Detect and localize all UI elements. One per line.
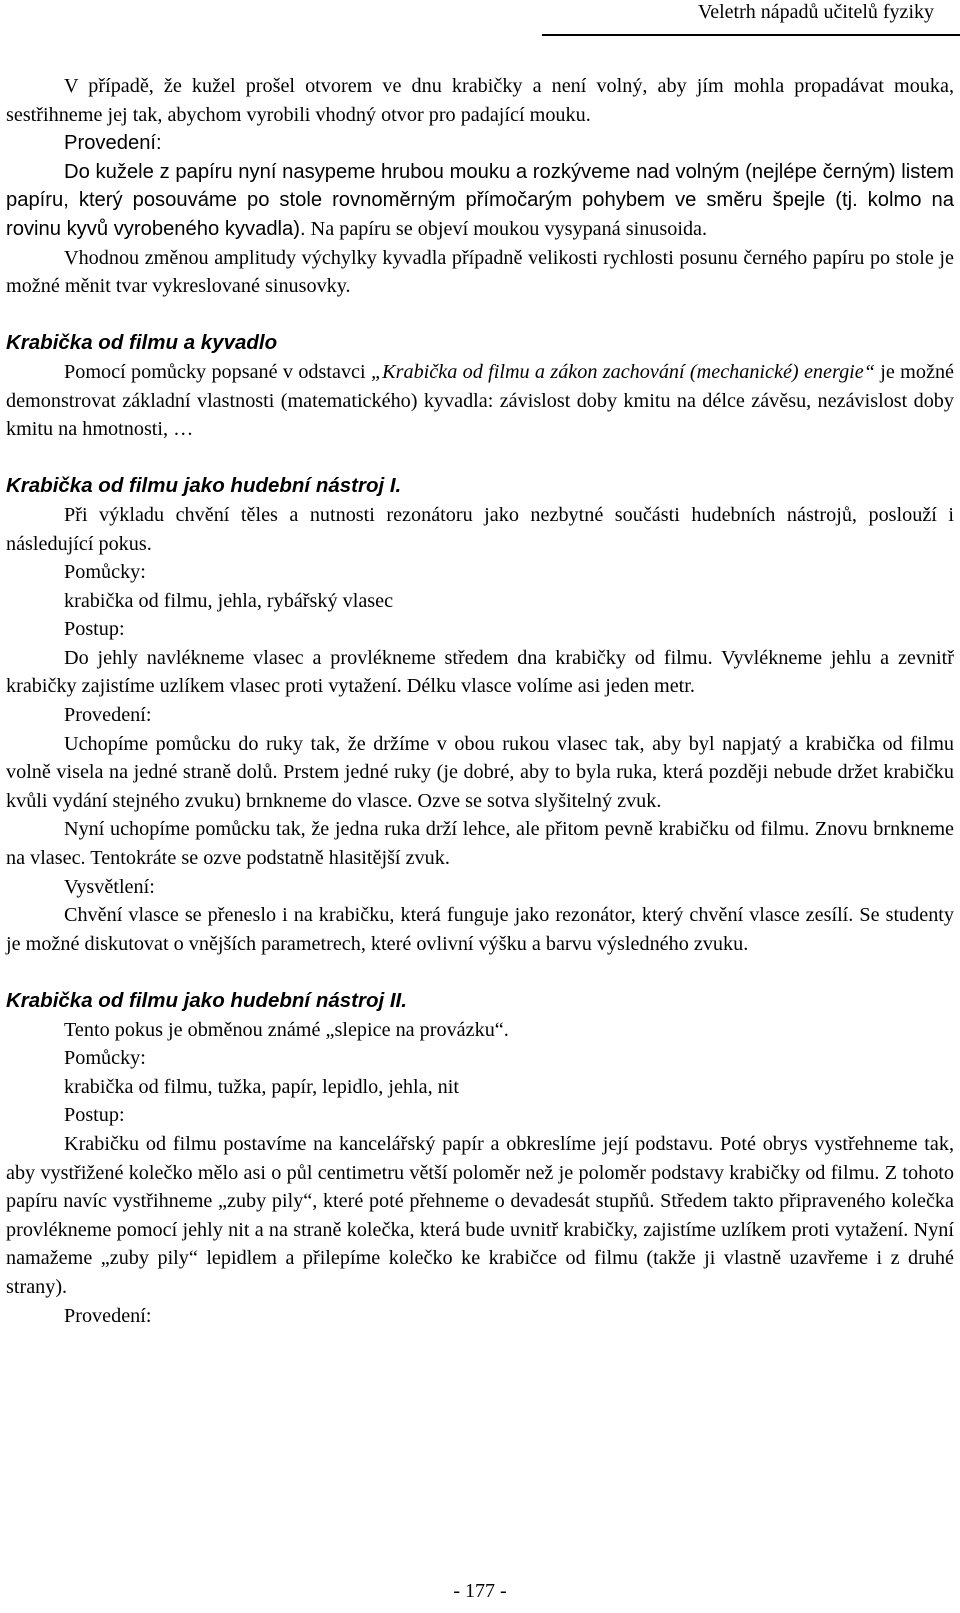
- label-pomucky: Pomůcky:: [64, 561, 146, 584]
- section3-intro: Tento pokus je obměnou známé „slepice na provázku“.: [64, 1018, 509, 1041]
- header-rule: [542, 34, 960, 36]
- section2-postup: Do jehly navlékneme vlasec a provlékneme středem dna krabičky od filmu. Vyvlékneme jehlu a zevnitř krabičky zajistíme uzlíkem vlasec proti vytažení. Délku vlasce volíme asi jeden metr.: [6, 646, 954, 698]
- section3-pomucky: krabička od filmu, tužka, papír, lepidlo, jehla, nit: [64, 1075, 459, 1098]
- section-gap: [6, 301, 954, 330]
- label-provedeni: Provedení:: [64, 132, 162, 155]
- intro-paragraph-2b: Na papíru se objeví moukou vysypaná sinusoida.: [305, 217, 708, 240]
- label-postup: Postup:: [64, 1104, 125, 1127]
- label-provedeni: Provedení:: [64, 704, 152, 727]
- section-gap: [6, 958, 954, 987]
- intro-paragraph-2: [6, 158, 954, 244]
- label-vysvetleni: Vysvětlení:: [64, 875, 155, 898]
- section2-provedeni-2: Nyní uchopíme pomůcku tak, že jedna ruka drží lehce, ale přitom pevně krabičku od filmu. Znovu brnkneme na vlasec. Tentokráte se ozve podstatně hlasitější zvuk.: [6, 818, 954, 870]
- intro-paragraph-1: V případě, že kužel prošel otvorem ve dnu krabičky a není volný, aby jím mohla propadávat mouka, sestřihneme jej tak, abychom vyrobili vhodný otvor pro padající mouku.: [6, 75, 954, 126]
- page-number: - 177 -: [453, 1580, 507, 1602]
- label-postup: Postup:: [64, 618, 125, 641]
- section-heading-kyvadlo: Krabička od filmu a kyvadlo: [6, 331, 278, 355]
- section-gap: [6, 444, 954, 473]
- intro-paragraph-3: Vhodnou změnou amplitudy výchylky kyvadla případně velikosti rychlosti posunu černého papíru po stole je možné měnit tvar vykreslované sinusovky.: [6, 246, 954, 298]
- section3-postup: Krabičku od filmu postavíme na kancelářský papír a obkreslíme její podstavu. Poté obrys vystřehneme tak, aby vystřižené kolečko mělo asi o půl centimetru větší poloměr než je poloměr podstavy krabičky od filmu. Z tohoto papíru navíc vystřihneme „zuby pily“, které poté přehneme o devadesát stupňů. Středem takto připraveného kolečka provlékneme pomocí jehly nit a na straně kolečka, která bude uvnitř krabičky, zajistíme uzlíkem proti vytažení. Nyní namažeme „zuby pily“ lepidlem a přilepíme kolečko ke krabičce od filmu (takže ji vlastně uzavřeme i z druhé strany).: [6, 1132, 954, 1298]
- section2-pomucky: krabička od filmu, jehla, rybářský vlasec: [64, 589, 394, 612]
- section2-provedeni-1: Uchopíme pomůcku do ruky tak, že držíme v obou rukou vlasec tak, aby byl napjatý a krabička od filmu volně visela na jedné straně dolů. Prstem jedné ruky (je dobré, aby to byla ruka, která později nebude držet krabičku kvůli vydání stejného zvuku) brnkneme do vlasce. Ozve se sotva slyšitelný zvuk.: [6, 732, 954, 812]
- label-provedeni: Provedení:: [64, 1304, 152, 1327]
- page-content: [6, 72, 954, 1330]
- section-heading-nastroj-2: Krabička od filmu jako hudební nástroj II.: [6, 989, 407, 1012]
- label-pomucky: Pomůcky:: [64, 1047, 146, 1070]
- section1-text-start: Pomocí pomůcky popsané v odstavci: [64, 360, 371, 383]
- section-heading-nastroj-1: Krabička od filmu jako hudební nástroj I.: [6, 474, 402, 498]
- section1-paragraph: [6, 358, 954, 444]
- section2-vysvetleni: Chvění vlasce se přeneslo i na krabičku, která funguje jako rezonátor, který chvění vlasce zesílí. Se studenty je možné diskutovat o vnějších parametrech, které ovlivní výšku a barvu výsledného zvuku.: [6, 904, 954, 955]
- intro-paragraph-2a: Do kužele z papíru nyní nasypeme hrubou mouku a rozkýveme nad volným (nejlépe černým) listem papíru, který posouváme po stole rovnoměrným přímočarým pohybem ve směru špejle (tj. kolmo na rovinu kyvů vyrobeného kyvadla).: [6, 160, 954, 240]
- running-header: Veletrh nápadů učitelů fyziky: [697, 1, 934, 23]
- section1-reference: „Krabička od filmu a zákon zachování (mechanické) energie“: [370, 360, 875, 383]
- section1-text-end: je možné demonstrovat základní vlastnosti (matematického) kyvadla: závislost doby kmitu na délce závěsu, nezávislost doby kmitu na hmotnosti, …: [6, 360, 954, 441]
- section2-intro: Při výkladu chvění těles a nutnosti rezonátoru jako nezbytné součásti hudebních nástrojů, poslouží i následující pokus.: [6, 503, 954, 555]
